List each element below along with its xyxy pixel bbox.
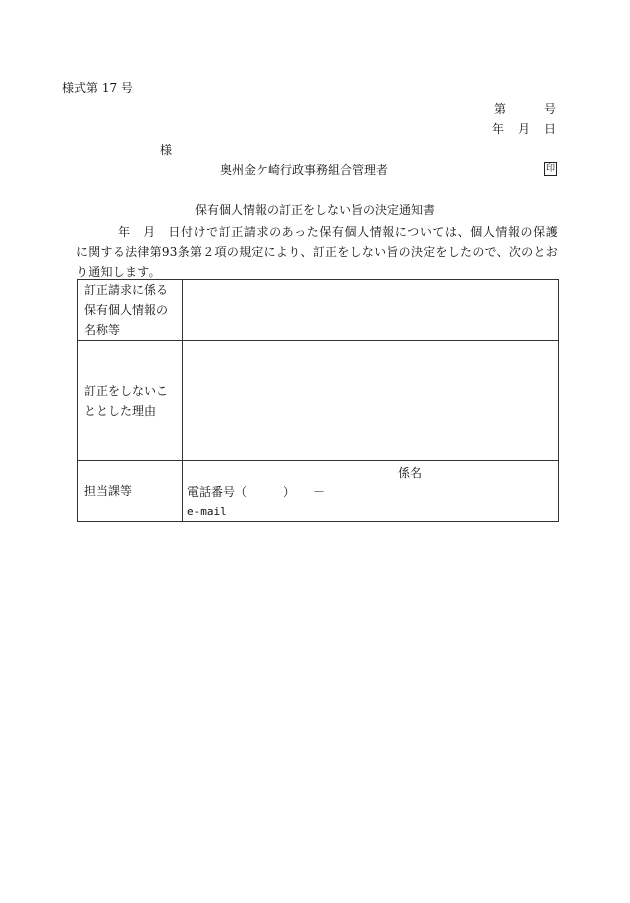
row-label-reason: 訂正をしないこととした理由 (78, 341, 183, 461)
issuer-name: 奥州金ケ崎行政事務組合管理者 (220, 163, 389, 177)
table-row (78, 341, 559, 461)
section-name-label: 係名 (398, 466, 423, 480)
phone-number-label: 電話番号（ ） － (187, 485, 326, 499)
seal-mark: 印 (545, 164, 555, 174)
date-day: 日 (544, 122, 557, 136)
date-month: 月 (518, 122, 531, 136)
document-number-prefix: 第 (494, 102, 507, 116)
document-number-suffix: 号 (544, 102, 557, 116)
notice-table (77, 279, 559, 522)
addressee-suffix: 様 (160, 143, 173, 157)
table-row (78, 461, 559, 522)
date-line (492, 121, 556, 137)
row-value-info-name (183, 280, 559, 341)
row-label-department: 担当課等 (78, 461, 183, 522)
document-number-line (494, 101, 556, 117)
row-value-reason (183, 341, 559, 461)
row-label-info-name: 訂正請求に係る保有個人情報の名称等 (78, 280, 183, 341)
table-row (78, 280, 559, 341)
form-number: 様式第 17 号 (62, 81, 133, 95)
email-label: e-mail (187, 505, 227, 518)
row-value-contact (183, 461, 559, 522)
document-title: 保有個人情報の訂正をしない旨の決定通知書 (194, 203, 435, 217)
body-text: 年 月 日付けで訂正請求のあった保有個人情報については、個人情報の保護に関する法律第93条第２項の規定により、訂正をしない旨の決定をしたので、次のとおり通知します。 (76, 225, 558, 279)
date-year: 年 (492, 122, 505, 136)
